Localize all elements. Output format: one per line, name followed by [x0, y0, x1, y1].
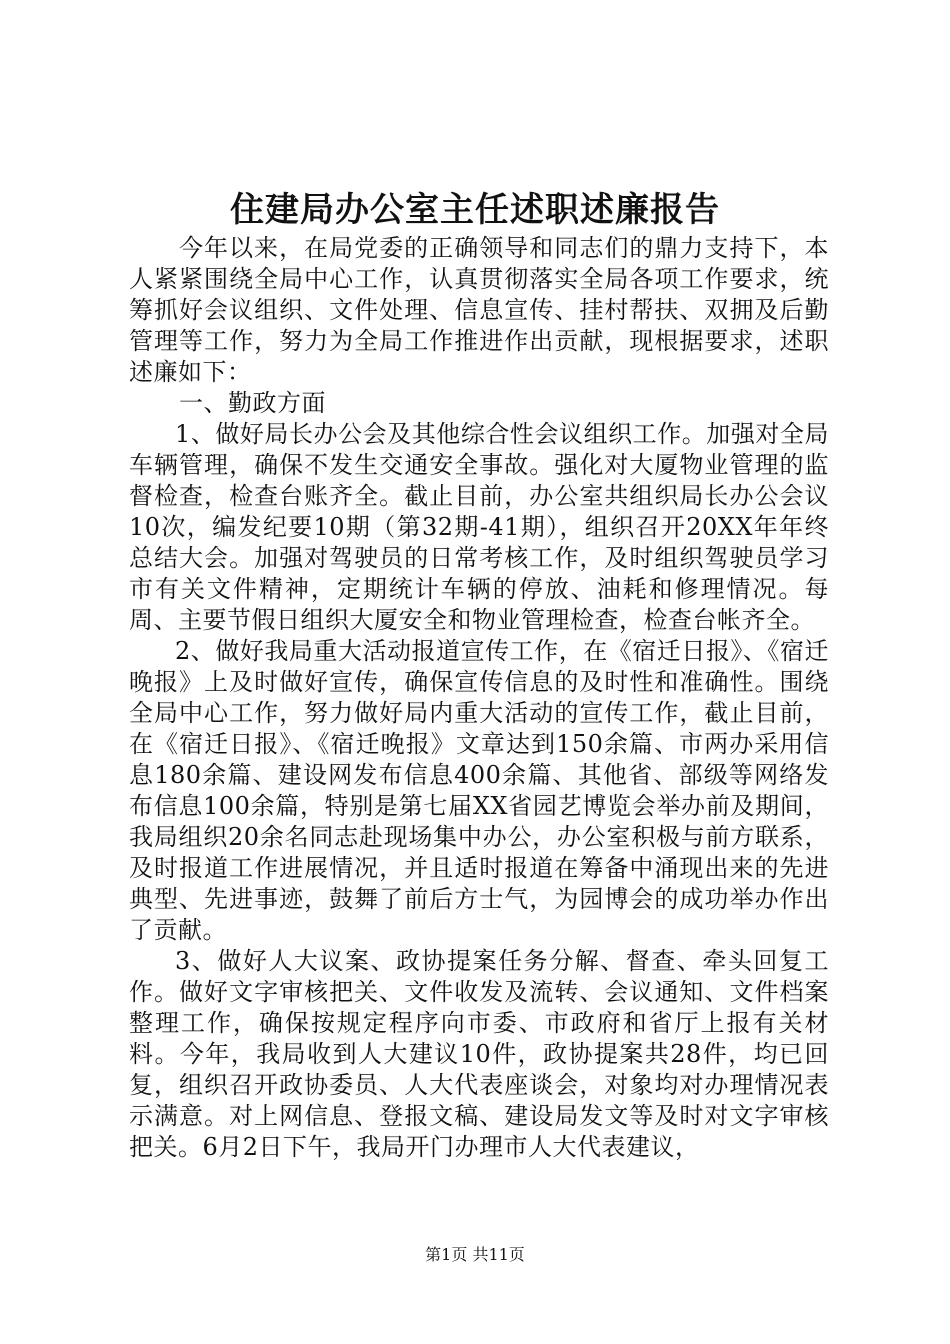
page-footer: 第1页 共11页	[425, 1245, 525, 1264]
item-paragraph-1: 1、做好局长办公会及其他综合性会议组织工作。加强对全局车辆管理，确保不发生交通安全事故。强化对大厦物业管理的监督检查，检查台账齐全。截止目前，办公室共组织局长办公会议10次，编发纪要10期（第32期-41期），组织召开20XX年年终总结大会。加强对驾驶员的日常考核工作，及时组织驾驶员学习市有关文件精神，定期统计车辆的停放、油耗和修理情况。每周、主要节假日组织大厦安全和物业管理检查，检查台帐齐全。	[129, 420, 829, 634]
section-heading-diligence: 一、勤政方面	[179, 389, 326, 417]
document-title: 住建局办公室主任述职述廉报告	[230, 190, 720, 230]
document-body	[129, 233, 829, 1163]
item-paragraph-3: 3、做好人大议案、政协提案任务分解、督查、牵头回复工作。做好文字审核把关、文件收发及流转、会议通知、文件档案整理工作，确保按规定程序向市委、市政府和省厅上报有关材料。今年，我局收到人大建议10件，政协提案共28件，均已回复，组织召开政协委员、人大代表座谈会，对象均对办理情况表示满意。对上网信息、登报文稿、建设局发文等及时对文字审核把关。6月2日下午，我局开门办理市人大代表建议，	[129, 947, 829, 1161]
intro-paragraph: 今年以来，在局党委的正确领导和同志们的鼎力支持下，本人紧紧围绕全局中心工作，认真贯彻落实全局各项工作要求，统筹抓好会议组织、文件处理、信息宣传、挂村帮扶、双拥及后勤管理等工作，努力为全局工作推进作出贡献，现根据要求，述职述廉如下：	[129, 234, 829, 386]
item-paragraph-2: 2、做好我局重大活动报道宣传工作，在《宿迁日报》、《宿迁晚报》上及时做好宣传，确保宣传信息的及时性和准确性。围绕全局中心工作，努力做好局内重大活动的宣传工作，截止目前，在《宿迁日报》、《宿迁晚报》文章达到150余篇、市两办采用信息180余篇、建设网发布信息400余篇、其他省、部级等网络发布信息100余篇，特别是第七届XX省园艺博览会举办前及期间，我局组织20余名同志赴现场集中办公，办公室积极与前方联系，及时报道工作进展情况，并且适时报道在筹备中涌现出来的先进典型、先进事迹，鼓舞了前后方士气，为园博会的成功举办作出了贡献。	[129, 637, 829, 944]
